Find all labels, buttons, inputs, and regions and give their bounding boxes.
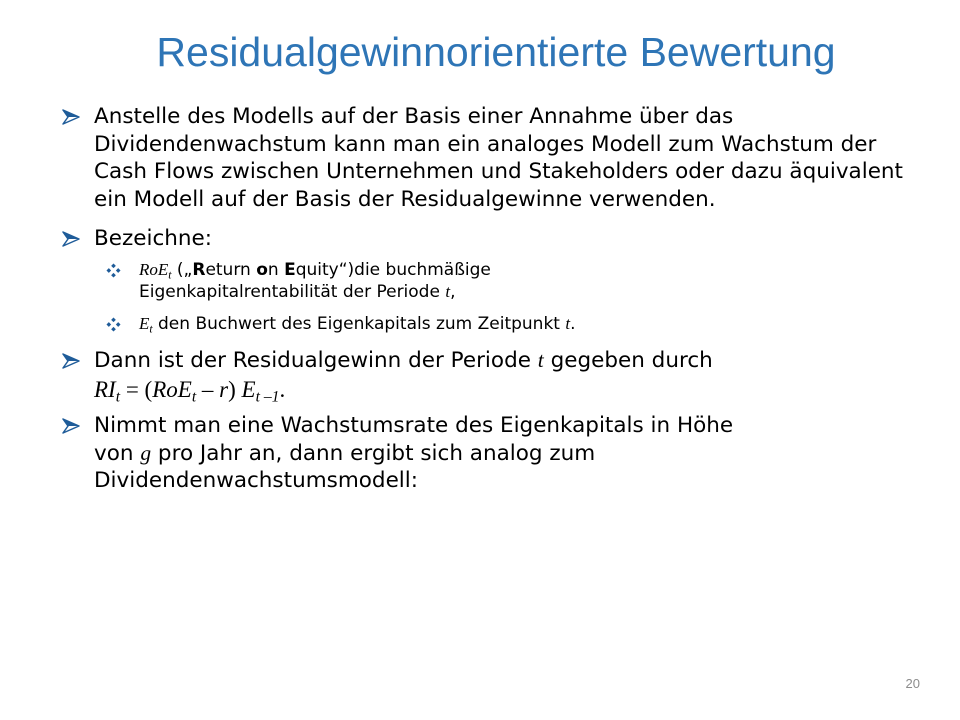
- sub-bullet-2: [62, 313, 912, 335]
- slide-content: [62, 103, 912, 495]
- arrow-right-icon: [62, 353, 80, 369]
- word-eturn: eturn: [205, 259, 257, 280]
- eq-e-sub: t –1: [255, 388, 280, 406]
- eq-ri: RI: [94, 377, 116, 402]
- paren-open: („: [171, 259, 193, 280]
- word-n: n: [267, 259, 285, 280]
- sub-bullet-2-tail: .: [570, 313, 576, 334]
- bullet-4-line3: Dividendenwachstumsmodell:: [94, 468, 419, 493]
- slide-title: Residualgewinnorientierte Bewertung: [156, 29, 836, 75]
- eq-e: E: [241, 377, 256, 402]
- letter-e: E: [284, 259, 296, 280]
- bullet-4-line2-before: von: [94, 440, 141, 466]
- eq-minus: –: [196, 377, 220, 402]
- bullet-4: [62, 412, 912, 495]
- page-number: 20: [905, 676, 920, 691]
- eq-roe-sub: t: [191, 388, 197, 406]
- word-quity: quity“)die buchmäßige: [295, 259, 491, 280]
- eq-close: ): [228, 377, 242, 402]
- letter-o: o: [256, 259, 268, 280]
- e-symbol: E: [139, 313, 150, 333]
- bullet-1: [62, 103, 912, 213]
- roe-subscript: t: [168, 267, 172, 281]
- period-var: t: [445, 281, 451, 301]
- bullet-1-text: Anstelle des Modells auf der Basis einer Annahme über das Dividendenwachstum kann man ein analoges Modell zum Wachstum der Cash Flows zwischen Unternehmen und Stakeholders oder dazu äquivalent ein Modell auf der Basis der Residualgewinne verwenden.: [94, 104, 903, 212]
- sub-bullet-1: [62, 259, 912, 303]
- growth-var: g: [140, 440, 152, 465]
- eq-ri-sub: t: [115, 388, 121, 406]
- bullet-3-text-after: gegeben durch: [543, 347, 713, 373]
- arrow-right-icon: [62, 231, 80, 247]
- time-var: t: [565, 313, 571, 333]
- eq-end: .: [279, 377, 286, 402]
- eq-equals: = (: [120, 377, 153, 402]
- bullet-3-text-before: Dann ist der Residualgewinn der Periode: [94, 347, 538, 373]
- letter-r: R: [192, 259, 206, 280]
- sub-bullet-1-tail: ,: [450, 281, 456, 302]
- bullet-2-text: Bezeichne:: [94, 226, 213, 251]
- sub-bullet-1-line2: Eigenkapitalrentabilität der Periode: [139, 281, 446, 302]
- diamond-cluster-icon: [106, 317, 121, 332]
- sub-bullet-2-text: den Buchwert des Eigenkapitals zum Zeitpunkt: [152, 313, 566, 334]
- bullet-3: [62, 347, 912, 375]
- period-var: t: [537, 347, 544, 372]
- e-subscript: t: [149, 321, 153, 335]
- arrow-right-icon: [62, 109, 80, 125]
- arrow-right-icon: [62, 418, 80, 434]
- roe-symbol: RoE: [139, 259, 169, 279]
- diamond-cluster-icon: [106, 263, 121, 278]
- eq-roe: RoE: [152, 377, 192, 402]
- bullet-4-line2-after: pro Jahr an, dann ergibt sich analog zum: [151, 440, 596, 466]
- bullet-4-line1: Nimmt man eine Wachstumsrate des Eigenkapitals in Höhe: [94, 413, 734, 438]
- eq-r: r: [219, 377, 229, 402]
- bullet-2: [62, 225, 912, 253]
- residual-income-equation: [62, 374, 912, 406]
